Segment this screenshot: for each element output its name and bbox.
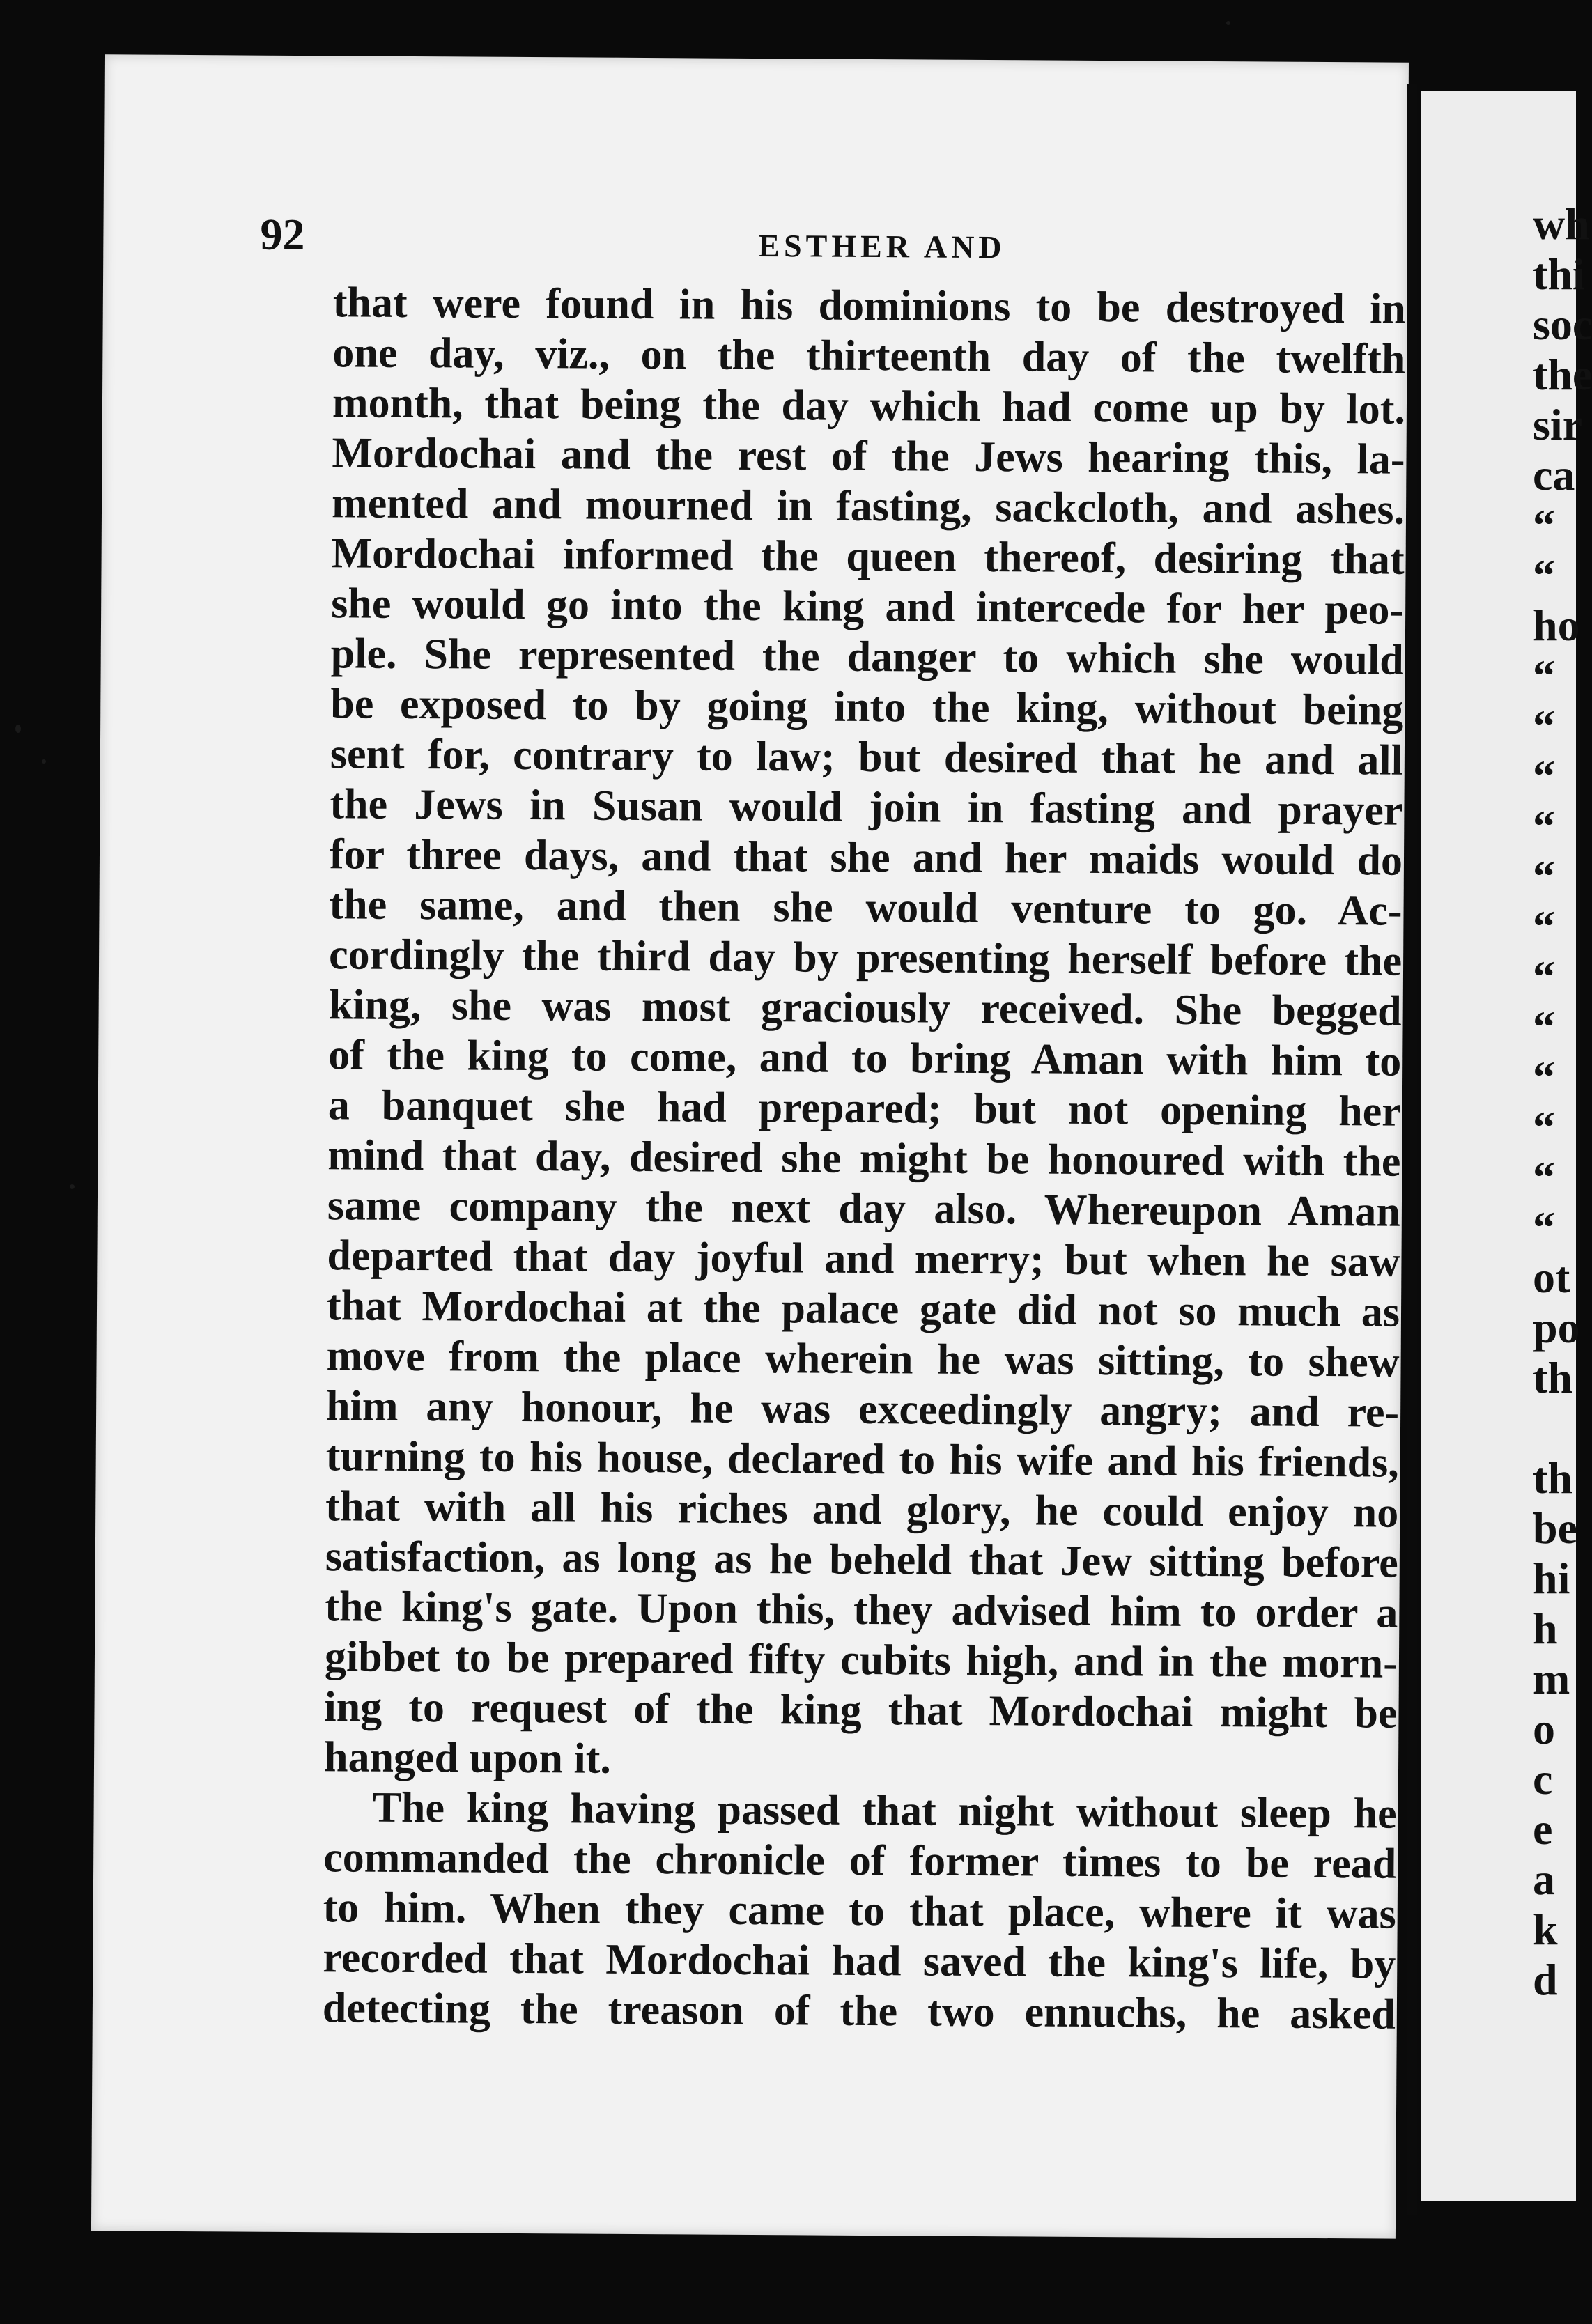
facing-fragment: a — [1533, 1854, 1555, 1904]
text-line: Mordochai informed the queen thereof, desiring that — [331, 529, 1405, 584]
facing-fragment: o — [1533, 1704, 1555, 1753]
page-header — [260, 209, 1403, 279]
text-line: of the king to come, and to bring Aman with him to — [328, 1031, 1402, 1085]
facing-fragment: ot — [1533, 1253, 1570, 1302]
facing-fragment: hi — [1533, 1554, 1570, 1603]
facing-fragment: c — [1533, 1754, 1553, 1804]
facing-fragment: wh — [1533, 199, 1590, 249]
text-line: detecting the treason of the two ennuchs, he asked — [322, 1984, 1396, 2038]
text-line: for three days, and that she and her maids would do — [329, 830, 1403, 885]
facing-fragment: e — [1533, 1804, 1553, 1854]
facing-fragment: th — [1533, 1453, 1572, 1503]
text-line: hanged upon it. — [323, 1733, 612, 1783]
text-line: mind that day, desired she might be honoured with the — [327, 1131, 1401, 1186]
text-line: the Jews in Susan would join in fasting and prayer — [330, 780, 1403, 835]
facing-fragment: “ — [1533, 901, 1555, 951]
facing-fragment: “ — [1533, 1002, 1555, 1051]
text-line: Mordochai and the rest of the Jews hearing this, la- — [332, 429, 1405, 483]
text-line: that Mordochai at the palace gate did not so much as — [326, 1282, 1400, 1336]
facing-fragment: ho — [1533, 601, 1580, 650]
text-line: turning to his house, declared to his wife and his friends, — [325, 1432, 1399, 1487]
text-line: the same, and then she would venture to go. Ac- — [329, 881, 1402, 935]
text-line: recorded that Mordochai had saved the king's life, by — [323, 1934, 1396, 1988]
text-line: The king having passed that night without sleep he — [372, 1783, 1397, 1838]
facing-fragment: ca — [1533, 450, 1575, 499]
body-text — [323, 277, 1406, 2039]
scan-speck — [70, 1184, 75, 1189]
running-head: ESTHER AND — [758, 228, 1006, 265]
text-line: that were found in his dominions to be destroyed in — [332, 279, 1407, 333]
facing-fragment: “ — [1533, 851, 1555, 901]
facing-fragment: the — [1533, 350, 1592, 399]
facing-fragment: m — [1533, 1654, 1570, 1703]
facing-fragment: “ — [1533, 801, 1555, 851]
page-number: 92 — [260, 209, 305, 260]
text-line: him any honour, he was exceedingly angry; and re- — [325, 1382, 1400, 1436]
text-line: to him. When they came to that place, where it was — [323, 1884, 1396, 1938]
text-line: be exposed to by going into the king, without being — [330, 680, 1404, 734]
text-line: commanded the chronicle of former times to be read — [323, 1834, 1397, 1888]
facing-fragment: “ — [1533, 952, 1555, 1001]
text-line: one day, viz., on the thirteenth day of the twelfth — [332, 329, 1406, 383]
facing-fragment: soc — [1533, 300, 1592, 349]
facing-fragment: “ — [1533, 1202, 1555, 1252]
book-page — [91, 54, 1409, 2238]
text-line: that with all his riches and glory, he could enjoy no — [325, 1482, 1399, 1537]
facing-fragment: thi — [1533, 249, 1585, 299]
scan-speck — [15, 725, 21, 733]
text-line: the king's gate. Upon this, they advised him to order a — [325, 1583, 1398, 1637]
facing-fragment: “ — [1533, 500, 1555, 550]
scan-speck — [42, 759, 46, 764]
facing-fragment: be — [1533, 1503, 1577, 1553]
facing-fragment: “ — [1533, 1152, 1555, 1202]
text-line: sent for, contrary to law; but desired that he and all — [330, 730, 1404, 784]
text-line: satisfaction, as long as he beheld that Jew sitting before — [325, 1533, 1399, 1587]
text-line: gibbet to be prepared fifty cubits high, and in the morn- — [324, 1633, 1398, 1687]
text-line: ing to request of the king that Mordochai might be — [324, 1683, 1398, 1737]
text-line: a banquet she had prepared; but not opening her — [327, 1081, 1401, 1136]
text-line: ple. She represented the danger to which she would — [330, 630, 1404, 684]
facing-fragment: th — [1533, 1353, 1572, 1402]
facing-fragment: “ — [1533, 550, 1555, 600]
facing-fragment: po — [1533, 1303, 1580, 1352]
facing-fragment: “ — [1533, 1102, 1555, 1152]
facing-fragment: k — [1533, 1905, 1558, 1954]
text-line: month, that being the day which had come up by lot. — [332, 379, 1406, 433]
text-line: mented and mourned in fasting, sackcloth, and ashes. — [331, 479, 1405, 534]
facing-fragment: “ — [1533, 651, 1555, 700]
text-line: king, she was most graciously received. She begged — [328, 981, 1402, 1035]
book-gutter — [1407, 84, 1417, 2215]
text-line: same company the next day also. Whereupon Aman — [327, 1182, 1401, 1236]
text-line: move from the place wherein he was sitting, to shew — [326, 1332, 1400, 1386]
facing-fragment: d — [1533, 1955, 1558, 2004]
facing-fragment: h — [1533, 1604, 1558, 1653]
facing-fragment: “ — [1533, 1052, 1555, 1101]
facing-fragment: “ — [1533, 751, 1555, 800]
scan-speck — [1226, 21, 1230, 25]
text-line: she would go into the king and intercede for her peo- — [331, 580, 1405, 634]
text-line: cordingly the third day by presenting herself before the — [328, 931, 1402, 985]
text-line: departed that day joyful and merry; but when he saw — [327, 1232, 1400, 1286]
facing-page — [1421, 91, 1592, 2201]
facing-fragment: sir — [1533, 400, 1583, 449]
facing-fragment: “ — [1533, 701, 1555, 750]
